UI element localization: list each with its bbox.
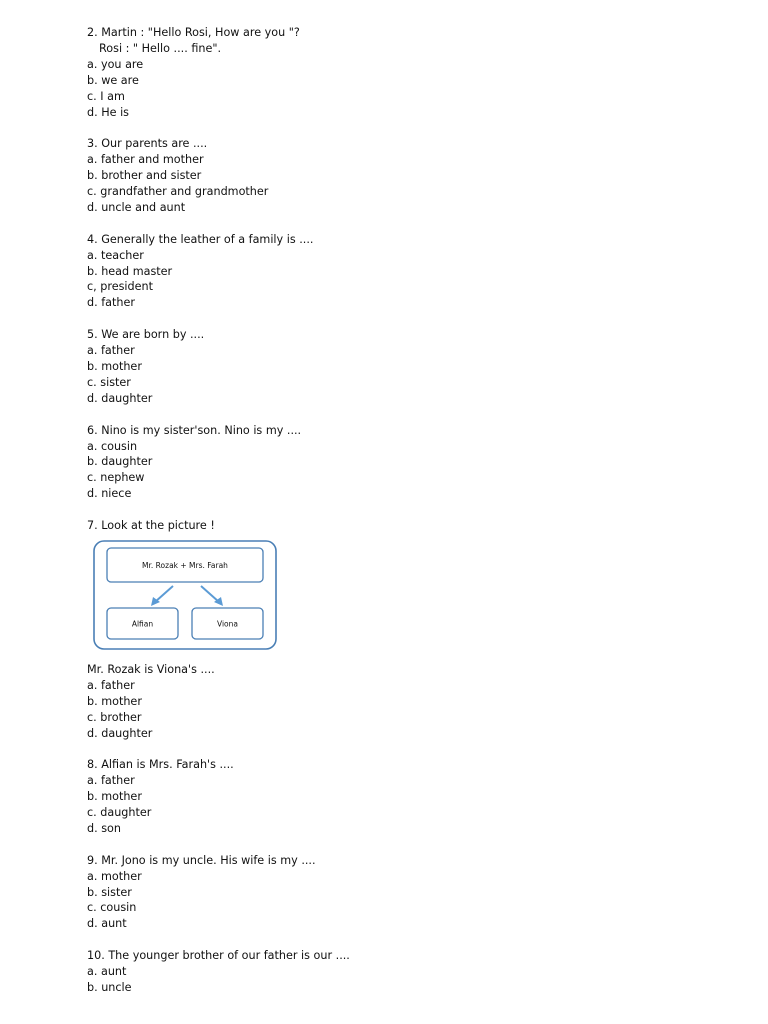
answer-option: c. daughter <box>87 806 152 820</box>
question-stem: 6. Nino is my sister'son. Nino is my .... <box>87 423 302 437</box>
question-4 <box>87 232 727 312</box>
answer-option: d. He is <box>87 105 130 119</box>
answer-option: b. uncle <box>87 981 132 994</box>
child-label-1: Alfian <box>131 619 154 629</box>
answer-option: d. niece <box>87 487 132 501</box>
question-stem: 9. Mr. Jono is my uncle. His wife is my .... <box>87 853 316 867</box>
answer-option: d. uncle and aunt <box>87 200 186 214</box>
answer-option: d. daughter <box>87 391 153 405</box>
answer-option: c. I am <box>87 89 125 103</box>
child-label-2: Viona <box>217 619 238 629</box>
answer-option: b. head master <box>87 264 173 278</box>
answer-option: b. brother and sister <box>87 169 202 183</box>
answer-option: a. father and mother <box>87 153 204 167</box>
question-stem: 4. Generally the leather of a family is .... <box>87 232 314 246</box>
answer-option: b. sister <box>87 885 132 899</box>
question-5 <box>87 327 727 407</box>
question-10 <box>87 948 727 996</box>
family-tree-figure <box>93 540 277 650</box>
parents-label: Mr. Rozak + Mrs. Farah <box>142 560 228 570</box>
question-9 <box>87 853 727 933</box>
answer-option: b. mother <box>87 694 142 708</box>
document-body <box>87 25 727 1012</box>
answer-option: d. daughter <box>87 726 153 740</box>
question-3 <box>87 136 727 216</box>
answer-option: c. cousin <box>87 901 137 915</box>
answer-option: b. mother <box>87 790 142 804</box>
answer-option: a. teacher <box>87 248 144 262</box>
question-stem: 10. The younger brother of our father is our .... <box>87 949 350 963</box>
answer-option: b. mother <box>87 359 142 373</box>
question-6 <box>87 423 727 503</box>
question-stem-continued: Rosi : " Hello .... fine". <box>99 41 222 55</box>
question-stem-after-figure: Mr. Rozak is Viona's .... <box>87 662 215 676</box>
answer-option: a. mother <box>87 869 142 883</box>
answer-option: a. father <box>87 344 135 358</box>
answer-option: d. aunt <box>87 917 127 931</box>
question-stem: 2. Martin : "Hello Rosi, How are you "? <box>87 26 300 39</box>
answer-option: c. sister <box>87 375 131 389</box>
answer-option: a. aunt <box>87 965 127 979</box>
question-stem: 3. Our parents are .... <box>87 137 208 151</box>
answer-option: c. grandfather and grandmother <box>87 185 269 199</box>
answer-option: a. father <box>87 774 135 788</box>
question-7 <box>87 518 727 741</box>
question-2 <box>87 25 727 120</box>
question-stem: 5. We are born by .... <box>87 328 205 342</box>
question-stem: 7. Look at the picture ! <box>87 519 215 533</box>
answer-option: c. nephew <box>87 471 145 485</box>
answer-option: d. father <box>87 296 135 310</box>
question-stem: 8. Alfian is Mrs. Farah's .... <box>87 758 234 772</box>
answer-option: c. brother <box>87 710 142 724</box>
question-8 <box>87 757 727 837</box>
answer-option: c, president <box>87 280 153 294</box>
answer-option: a. father <box>87 678 135 692</box>
answer-option: d. son <box>87 821 121 835</box>
answer-option: b. daughter <box>87 455 153 469</box>
answer-option: b. we are <box>87 73 139 87</box>
answer-option: a. you are <box>87 57 144 71</box>
answer-option: a. cousin <box>87 439 138 453</box>
